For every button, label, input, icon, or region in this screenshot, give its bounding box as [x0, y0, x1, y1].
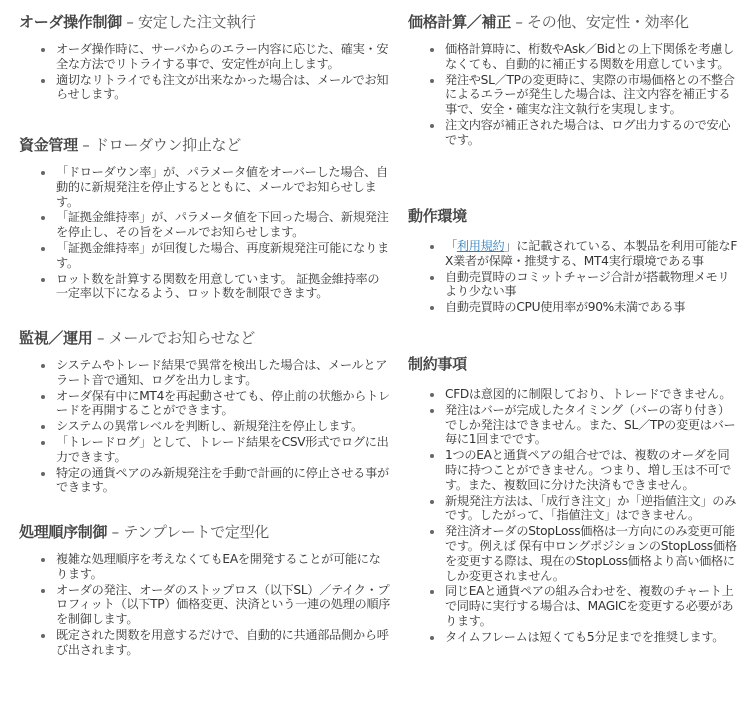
list-item: 1つのEAと通貨ペアの組合せでは、複数のオーダを同時に持つことができません。つまり、増し玉は不可です。また、複数回に分けた決済もできません。 [408, 448, 738, 492]
title-text: オーダ操作制御 [19, 13, 122, 31]
list-item: システムやトレード結果で異常を検出した場合は、メールとアラート音で通知、ログを出力します。 [19, 358, 391, 388]
list-item: 注文内容が補正された場合は、ログ出力するので安心です。 [408, 118, 738, 148]
feature-list [408, 387, 738, 645]
terms-link[interactable]: 利用規約 [456, 239, 505, 253]
list-item: オーダ操作時に、サーバからのエラー内容に応じた、確実・安全な方法でリトライする事で、安定性が向上します。 [19, 42, 391, 72]
list-item: CFDは意図的に制限しており、トレードできません。 [408, 387, 738, 402]
feature-list [19, 358, 391, 495]
list-item: 発注済オーダのStopLoss価格は一方向にのみ変更可能です。例えば 保有中ロングポジションのStopLoss価格を変更する際は、現在のStopLoss価格より高い価格にしか変更されません。 [408, 524, 738, 583]
section-title [19, 522, 391, 542]
section-title [19, 135, 391, 155]
list-item: 発注はバーが完成したタイミング（バーの寄り付き）でしか発注はできません。また、SL／TPの変更はバー毎に1回までです。 [408, 403, 738, 447]
subtitle-text: – 安定した注文執行 [121, 13, 256, 31]
list-item: 「証拠金維持率」が、パラメータ値を下回った場合、新規発注を停止し、その旨をメールでお知らせします。 [19, 210, 391, 240]
list-item: 発注やSL／TPの変更時に、実際の市場価格との不整合によるエラーが発生した場合は、注文内容を補正する事で、安全・確実な注文執行を実現します。 [408, 73, 738, 117]
bracket-open: 「 [445, 239, 457, 253]
list-item: 特定の通貨ペアのみ新規発注を手動で計画的に停止させる事ができます。 [19, 466, 391, 496]
section-title [408, 206, 738, 226]
feature-list [19, 165, 391, 301]
list-item: 自動売買時のコミットチャージ合計が搭載物理メモリより少ない事 [408, 270, 738, 300]
list-item [408, 239, 738, 269]
section-title [408, 354, 738, 374]
list-item: システムの異常レベルを判断し、新規発注を停止します。 [19, 419, 391, 434]
subtitle-text: – その他、安定性・効率化 [510, 13, 689, 31]
list-item: 「トレードログ」として、トレード結果をCSV形式でログに出力できます。 [19, 435, 391, 465]
title-text: 制約事項 [408, 355, 467, 373]
feature-list [19, 552, 391, 658]
list-item: 新規発注方法は、「成行き注文」か「逆指値注文」のみです。したがって、「指値注文」はできません。 [408, 494, 738, 524]
section-environment [408, 206, 738, 316]
section-monitoring [19, 328, 391, 496]
title-text: 処理順序制御 [19, 523, 108, 541]
section-restrictions [408, 354, 738, 646]
list-item: 同じEAと通貨ペアの組み合わせを、複数のチャート上で同時に実行する場合は、MAGICを変更する必要があります。 [408, 584, 738, 628]
list-item: タイムフレームは短くても5分足までを推奨します。 [408, 630, 738, 645]
list-item: 自動売買時のCPU使用率が90%未満である事 [408, 300, 738, 315]
list-item: 適切なリトライでも注文が出来なかった場合は、メールでお知らせします。 [19, 73, 391, 103]
feature-list [408, 239, 738, 315]
list-item: 価格計算時に、桁数やAsk／Bidとの上下関係を考慮しなくても、自動的に補正する関数を用意しています。 [408, 42, 738, 72]
feature-list [408, 42, 738, 148]
title-text: 価格計算／補正 [408, 13, 511, 31]
list-item: オーダの発注、オーダのストップロス（以下SL）／テイク・プロフィット（以下TP）価格変更、決済という一連の処理の順序を制御します。 [19, 583, 391, 627]
list-item: 「証拠金維持率」が回復した場合、再度新規発注可能になります。 [19, 241, 391, 271]
feature-list [19, 42, 391, 102]
subtitle-text: – ドローダウン抑止など [77, 136, 241, 154]
section-sequence-control [19, 522, 391, 659]
list-item: 既定された関数を用意するだけで、自動的に共通部品側から呼び出されます。 [19, 628, 391, 658]
section-money-management [19, 135, 391, 302]
subtitle-text: – テンプレートで定型化 [107, 523, 269, 541]
list-item: オーダ保有中にMT4を再起動させても、停止前の状態からトレードを再開することができます。 [19, 389, 391, 419]
list-item: ロット数を計算する関数を用意しています。 証拠金維持率の一定率以下になるよう、ロット数を制限できます。 [19, 272, 391, 302]
list-item: 複雑な処理順序を考えなくてもEAを開発することが可能になります。 [19, 552, 391, 582]
section-title [19, 12, 391, 32]
title-text: 資金管理 [19, 136, 78, 154]
list-item: 「ドローダウン率」が、パラメータ値をオーバーした場合、自動的に新規発注を停止するとともに、メールでお知らせします。 [19, 165, 391, 209]
title-text: 監視／運用 [19, 329, 93, 347]
section-order-control [19, 12, 391, 103]
title-text: 動作環境 [408, 207, 467, 225]
section-price-calc [408, 12, 738, 149]
subtitle-text: – メールでお知らせなど [92, 329, 255, 347]
section-title [19, 328, 391, 348]
item-text: 」に記載されている、本製品を利用可能なFX業者が保障・推奨する、MT4実行環境である事 [445, 239, 738, 268]
section-title [408, 12, 738, 32]
